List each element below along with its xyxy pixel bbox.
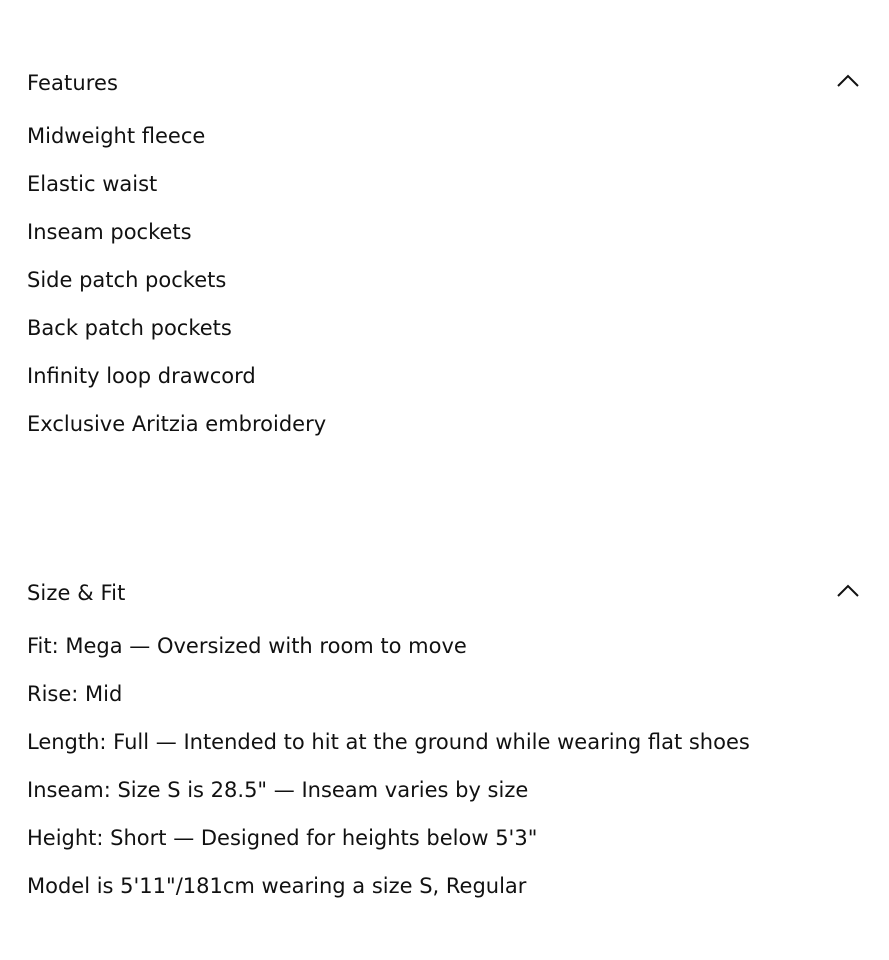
size-fit-header[interactable] [27,572,859,614]
list-item: Fit: Mega — Oversized with room to move [27,634,467,658]
list-item: Side patch pockets [27,268,227,292]
list-item: Height: Short — Designed for heights below 5'3" [27,826,538,850]
chevron-up-icon[interactable] [835,582,861,600]
features-title: Features [27,71,119,95]
list-item: Back patch pockets [27,316,232,340]
size-fit-list [27,634,859,922]
list-item: Midweight fleece [27,124,206,148]
list-item: Model is 5'11"/181cm wearing a size S, Regular [27,874,527,898]
features-header[interactable] [27,62,859,104]
features-section [27,62,859,460]
list-item: Inseam pockets [27,220,192,244]
features-list [27,124,859,460]
list-item: Inseam: Size S is 28.5" — Inseam varies by size [27,778,529,802]
list-item: Length: Full — Intended to hit at the ground while wearing flat shoes [27,730,750,754]
list-item: Rise: Mid [27,682,123,706]
size-fit-section [27,572,859,922]
size-fit-title: Size & Fit [27,581,126,605]
list-item: Exclusive Aritzia embroidery [27,412,327,436]
list-item: Infinity loop drawcord [27,364,256,388]
chevron-up-icon[interactable] [835,72,861,90]
list-item: Elastic waist [27,172,158,196]
